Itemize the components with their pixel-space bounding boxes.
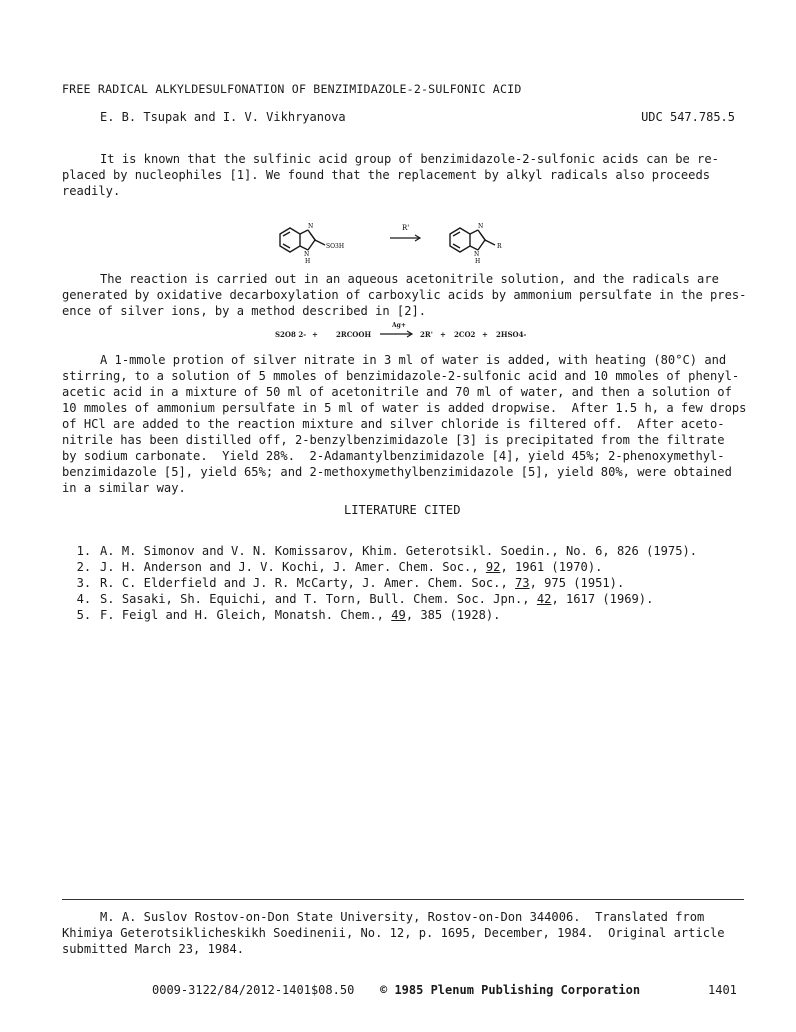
reference-number: 4. [76,591,92,606]
reference-number: 2. [76,559,92,574]
atom-n-left: N [308,223,314,230]
eq-plus-2: + [440,330,446,339]
para3-line-4: 10 mmoles of ammonium persulfate in 5 ml of water is added dropwise. After 1.5 h, a few drops [62,401,747,415]
eq-catalyst: Ag+ [392,322,406,329]
para3-line-1: A 1-mmole protion of silver nitrate in 3 ml of water is added, with heating (80°C) and [100,353,727,367]
reference-number: 1. [76,543,92,558]
page-number: 1401 [708,983,737,997]
para2-line-1: The reaction is carried out in an aqueous acetonitrile solution, and the radicals are [100,272,719,286]
eq-bisulfate: 2HSO4- [496,330,527,339]
reaction-scheme [270,212,530,272]
intro-line-3: readily. [62,184,121,198]
reference-number: 3. [76,575,92,590]
para3-line-3: acetic acid in a mixture of 50 ml of acetonitrile and 70 ml of water, and then a solution of [62,385,732,399]
reference-volume: 73 [515,575,530,590]
para3-line-5: of HCl are added to the reaction mixture and silver chloride is filtered off. After aceto- [62,417,725,431]
sulfo-group: SO3H [326,243,345,250]
footnote-line-3: submitted March 23, 1984. [62,942,245,956]
eq-arrow [380,331,412,337]
eq-radicals: 2R' [420,330,433,339]
eq-rcooh: 2RCOOH [336,330,372,339]
reference-text: F. Feigl and H. Gleich, Monatsh. Chem., [100,607,392,622]
reference-pages: , 1617 (1969). [551,591,654,606]
reaction-arrow [390,235,420,241]
benzimidazole-sulfonic-structure [280,228,325,252]
footnote-line-1: M. A. Suslov Rostov-on-Don State University, Rostov-on-Don 344006. Translated from [100,910,705,924]
footnote-divider [62,899,744,900]
benzimidazole-alkyl-structure [450,228,495,252]
reference-pages: , 385 (1928). [405,607,501,622]
para2-line-3: ence of silver ions, by a method described in [2]. [62,304,427,318]
para3-line-9: in a similar way. [62,481,186,495]
eq-co2: 2CO2 [454,330,476,339]
atom-nh-left: N [304,251,310,258]
reference-text: J. H. Anderson and J. V. Kochi, J. Amer. Chem. Soc., [100,559,486,574]
article-authors: E. B. Tsupak and I. V. Vikhryanova [100,110,346,124]
atom-nh-right: N [474,251,480,258]
reference-pages: , 975 (1951). [529,575,625,590]
intro-line-2: placed by nucleophiles [1]. We found that the replacement by alkyl radicals also proceeds [62,168,711,182]
reference-text: S. Sasaki, Sh. Equichi, and T. Torn, Bull. Chem. Soc. Jpn., [100,591,537,606]
footnote-line-2: Khimiya Geterotsiklicheskikh Soedinenii, No. 12, p. 1695, December, 1984. Original article [62,926,725,940]
reference-pages: , 1961 (1970). [500,559,603,574]
reference-volume: 92 [485,559,501,574]
eq-persulfate: S2O8 2- [275,330,307,339]
reference-text: A. M. Simonov and V. N. Komissarov, Khim. Geterotsikl. Soedin., No. 6, 826 (1975). [100,543,698,558]
copyright-notice: © 1985 Plenum Publishing Corporation [380,983,641,997]
persulfate-equation [270,318,560,344]
eq-plus-3: + [482,330,488,339]
reference-volume: 49 [391,607,406,622]
atom-h-left: H [305,258,311,265]
reagent-label: R' [402,224,410,232]
alkyl-group: R [497,243,502,250]
atom-h-right: H [475,258,481,265]
para3-line-8: benzimidazole [5], yield 65%; and 2-methoxymethylbenzimidazole [5], yield 80%, were obtained [62,465,732,479]
issn-code: 0009-3122/84/2012-1401$08.50 [152,983,355,997]
intro-line-1: It is known that the sulfinic acid group of benzimidazole-2-sulfonic acids can be re- [100,152,719,166]
eq-plus-1: + [312,330,318,339]
reference-text: R. C. Elderfield and J. R. McCarty, J. Amer. Chem. Soc., [100,575,516,590]
para3-line-6: nitrile has been distilled off, 2-benzylbenzimidazole [3] is precipitated from the filtrate [62,433,725,447]
article-title: FREE RADICAL ALKYLDESULFONATION OF BENZIMIDAZOLE-2-SULFONIC ACID [62,82,522,96]
para3-line-7: by sodium carbonate. Yield 28%. 2-Adamantylbenzimidazole [4], yield 45%; 2-phenoxymethyl- [62,449,725,463]
atom-n-right: N [478,223,484,230]
udc-code: UDC 547.785.5 [641,110,735,124]
para3-line-2: stirring, to a solution of 5 mmoles of benzimidazole-2-sulfonic acid and 10 mmoles of phenyl- [62,369,740,383]
literature-heading: LITERATURE CITED [344,503,461,517]
reference-number: 5. [76,607,92,622]
para2-line-2: generated by oxidative decarboxylation of carboxylic acids by ammonium persulfate in the pres- [62,288,747,302]
reference-volume: 42 [536,591,552,606]
